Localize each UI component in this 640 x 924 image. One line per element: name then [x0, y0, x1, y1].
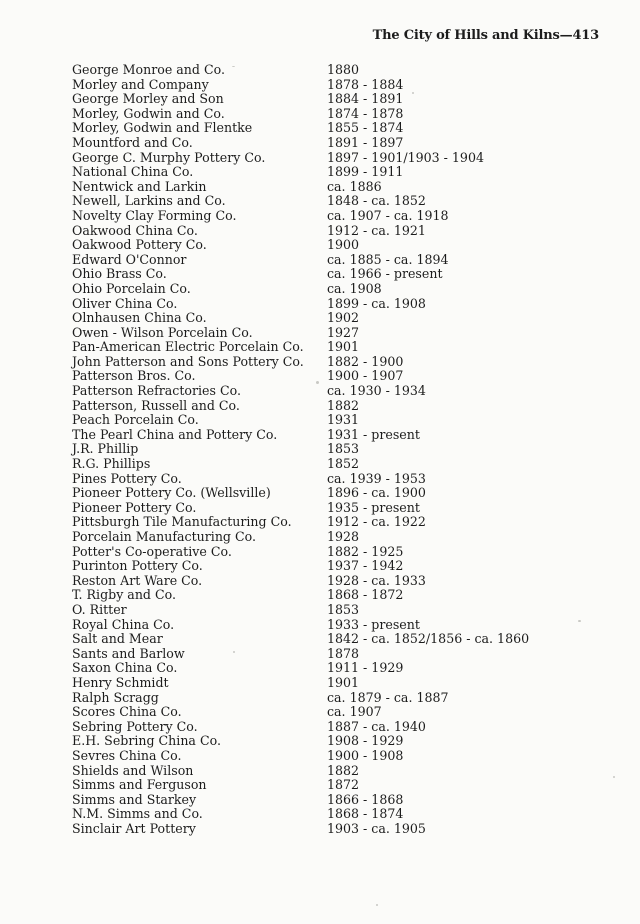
company-name: Shields and Wilson [72, 762, 194, 778]
list-item [72, 807, 592, 822]
operating-years: ca. 1930 - 1934 [327, 383, 426, 399]
company-name: Potter's Co-operative Co. [72, 543, 232, 559]
paper-speck [316, 381, 319, 384]
operating-years: ca. 1907 [327, 704, 382, 720]
company-name: Saxon China Co. [72, 660, 178, 676]
company-name: Scores China Co. [72, 704, 182, 720]
list-item [72, 632, 592, 647]
operating-years: 1868 - 1872 [327, 587, 404, 603]
list-item [72, 209, 592, 224]
operating-years: ca. 1939 - 1953 [327, 470, 426, 486]
operating-years: 1902 [327, 310, 360, 326]
company-name: Ralph Scragg [72, 689, 159, 705]
list-item [72, 588, 592, 603]
operating-years: 1912 - ca. 1922 [327, 514, 426, 530]
operating-years: 1855 - 1874 [327, 120, 404, 136]
company-name: Patterson Bros. Co. [72, 368, 196, 384]
company-name: O. Ritter [72, 601, 127, 617]
list-item [72, 107, 592, 122]
operating-years: ca. 1886 [327, 178, 382, 194]
company-name: Nentwick and Larkin [72, 178, 207, 194]
list-item [72, 63, 592, 78]
list-item [72, 413, 592, 428]
list-item [72, 121, 592, 136]
company-name: Oliver China Co. [72, 295, 178, 311]
company-name: Reston Art Ware Co. [72, 572, 203, 588]
list-item [72, 764, 592, 779]
list-item [72, 326, 592, 341]
list-item [72, 355, 592, 370]
list-item [72, 574, 592, 589]
company-name: Simms and Starkey [72, 791, 197, 807]
company-name: Newell, Larkins and Co. [72, 193, 226, 209]
company-name: Ohio Brass Co. [72, 266, 167, 282]
paper-speck [613, 776, 615, 778]
list-item [72, 194, 592, 209]
operating-years: ca. 1907 - ca. 1918 [327, 207, 449, 223]
paper-speck [412, 92, 414, 94]
company-name: Peach Porcelain Co. [72, 412, 199, 428]
company-name: Pines Pottery Co. [72, 470, 182, 486]
company-name: Olnhausen China Co. [72, 310, 207, 326]
operating-years: 1896 - ca. 1900 [327, 485, 426, 501]
operating-years: 1866 - 1868 [327, 791, 404, 807]
company-name: George Monroe and Co. [72, 62, 225, 77]
company-name: George C. Murphy Pottery Co. [72, 149, 266, 165]
operating-years: 1900 [327, 237, 360, 253]
operating-years: 1872 [327, 777, 360, 793]
operating-years: ca. 1879 - ca. 1887 [327, 689, 449, 705]
paper-speck [376, 904, 378, 906]
operating-years: 1900 - 1908 [327, 747, 404, 763]
operating-years: 1852 [327, 456, 360, 472]
list-item [72, 676, 592, 691]
list-item [72, 661, 592, 676]
list-item [72, 78, 592, 93]
company-name: J.R. Phillip [72, 441, 139, 457]
list-item [72, 384, 592, 399]
operating-years: 1880 [327, 62, 360, 77]
operating-years: 1901 [327, 674, 360, 690]
operating-years: 1874 - 1878 [327, 105, 404, 121]
operating-years: 1887 - ca. 1940 [327, 718, 426, 734]
company-name: Purinton Pottery Co. [72, 558, 203, 574]
list-item [72, 720, 592, 735]
list-item [72, 92, 592, 107]
company-name: Morley, Godwin and Flentke [72, 120, 253, 136]
operating-years: 1899 - 1911 [327, 164, 404, 180]
company-name: Sants and Barlow [72, 645, 185, 661]
operating-years: 1882 [327, 397, 360, 413]
company-name: Morley and Company [72, 76, 209, 92]
company-name: Mountford and Co. [72, 134, 193, 150]
list-item [72, 515, 592, 530]
company-name: Pioneer Pottery Co. [72, 499, 197, 515]
operating-years: 1928 [327, 529, 360, 544]
company-name: Edward O'Connor [72, 251, 187, 267]
list-item [72, 282, 592, 297]
list-item [72, 603, 592, 618]
operating-years: ca. 1966 - present [327, 266, 443, 282]
operating-years: 1931 - present [327, 426, 420, 442]
company-name: Morley, Godwin and Co. [72, 105, 225, 121]
list-item [72, 618, 592, 633]
operating-years: 1931 [327, 412, 360, 428]
page-header: The City of Hills and Kilns—413 [372, 28, 599, 43]
operating-years: ca. 1908 [327, 280, 382, 296]
company-name: Owen - Wilson Porcelain Co. [72, 324, 253, 340]
list-item [72, 545, 592, 560]
operating-years: 1884 - 1891 [327, 91, 404, 107]
operating-years: 1900 - 1907 [327, 368, 404, 384]
operating-years: 1927 [327, 324, 360, 340]
operating-years: 1882 [327, 762, 360, 778]
operating-years: 1848 - ca. 1852 [327, 193, 426, 209]
list-item [72, 180, 592, 195]
company-name: Pan-American Electric Porcelain Co. [72, 339, 304, 355]
list-item [72, 559, 592, 574]
operating-years: 1911 - 1929 [327, 660, 404, 676]
operating-years: 1897 - 1901/1903 - 1904 [327, 149, 484, 165]
company-name: R.G. Phillips [72, 456, 151, 472]
operating-years: 1878 [327, 645, 360, 661]
company-name: T. Rigby and Co. [72, 587, 176, 603]
paper-speck [578, 620, 581, 622]
company-name: National China Co. [72, 164, 194, 180]
company-name: The Pearl China and Pottery Co. [72, 426, 278, 442]
operating-years: 1908 - 1929 [327, 733, 404, 749]
list-item [72, 340, 592, 355]
company-name: Sebring Pottery Co. [72, 718, 198, 734]
operating-years: 1878 - 1884 [327, 76, 404, 92]
operating-years: 1937 - 1942 [327, 558, 404, 574]
operating-years: 1912 - ca. 1921 [327, 222, 426, 238]
operating-years: 1853 [327, 441, 360, 457]
operating-years: 1891 - 1897 [327, 134, 404, 150]
operating-years: ca. 1885 - ca. 1894 [327, 251, 449, 267]
list-item [72, 238, 592, 253]
list-item [72, 224, 592, 239]
list-item [72, 267, 592, 282]
company-name: Henry Schmidt [72, 674, 169, 690]
company-name: John Patterson and Sons Pottery Co. [72, 353, 304, 369]
list-item [72, 749, 592, 764]
operating-years: 1899 - ca. 1908 [327, 295, 426, 311]
company-name: Pioneer Pottery Co. (Wellsville) [72, 485, 271, 501]
company-name: Sevres China Co. [72, 747, 182, 763]
operating-years: 1882 - 1900 [327, 353, 404, 369]
company-name: Patterson Refractories Co. [72, 383, 241, 399]
company-name: Royal China Co. [72, 616, 175, 632]
list-item [72, 136, 592, 151]
list-item [72, 691, 592, 706]
company-name: N.M. Simms and Co. [72, 806, 203, 822]
list-item [72, 705, 592, 720]
operating-years: 1842 - ca. 1852/1856 - ca. 1860 [327, 631, 530, 647]
company-name: Novelty Clay Forming Co. [72, 207, 237, 223]
company-name: Patterson, Russell and Co. [72, 397, 240, 413]
list-item [72, 734, 592, 749]
list-item [72, 369, 592, 384]
operating-years: 1928 - ca. 1933 [327, 572, 426, 588]
list-item [72, 501, 592, 516]
list-item [72, 311, 592, 326]
list-item [72, 793, 592, 808]
list-item [72, 428, 592, 443]
list-item [72, 457, 592, 472]
paper-speck [232, 66, 235, 67]
company-name: Simms and Ferguson [72, 777, 207, 793]
list-item [72, 486, 592, 501]
company-name: Oakwood Pottery Co. [72, 237, 207, 253]
list-item [72, 647, 592, 662]
company-name: Pittsburgh Tile Manufacturing Co. [72, 514, 292, 530]
operating-years: 1903 - ca. 1905 [327, 820, 426, 836]
company-name: Oakwood China Co. [72, 222, 198, 238]
list-item [72, 530, 592, 545]
list-item [72, 399, 592, 414]
list-item [72, 822, 592, 837]
operating-years: 1935 - present [327, 499, 420, 515]
list-item [72, 253, 592, 268]
company-name: Porcelain Manufacturing Co. [72, 529, 256, 544]
company-name: Salt and Mear [72, 631, 163, 647]
list-item [72, 442, 592, 457]
pottery-list [72, 63, 592, 836]
operating-years: 1901 [327, 339, 360, 355]
operating-years: 1853 [327, 601, 360, 617]
operating-years: 1868 - 1874 [327, 806, 404, 822]
operating-years: 1882 - 1925 [327, 543, 404, 559]
list-item [72, 778, 592, 793]
paper-speck [233, 651, 235, 653]
list-item [72, 165, 592, 180]
list-item [72, 151, 592, 166]
company-name: Sinclair Art Pottery [72, 820, 196, 836]
company-name: Ohio Porcelain Co. [72, 280, 191, 296]
company-name: E.H. Sebring China Co. [72, 733, 221, 749]
company-name: George Morley and Son [72, 91, 224, 107]
list-item [72, 472, 592, 487]
operating-years: 1933 - present [327, 616, 420, 632]
list-item [72, 297, 592, 312]
